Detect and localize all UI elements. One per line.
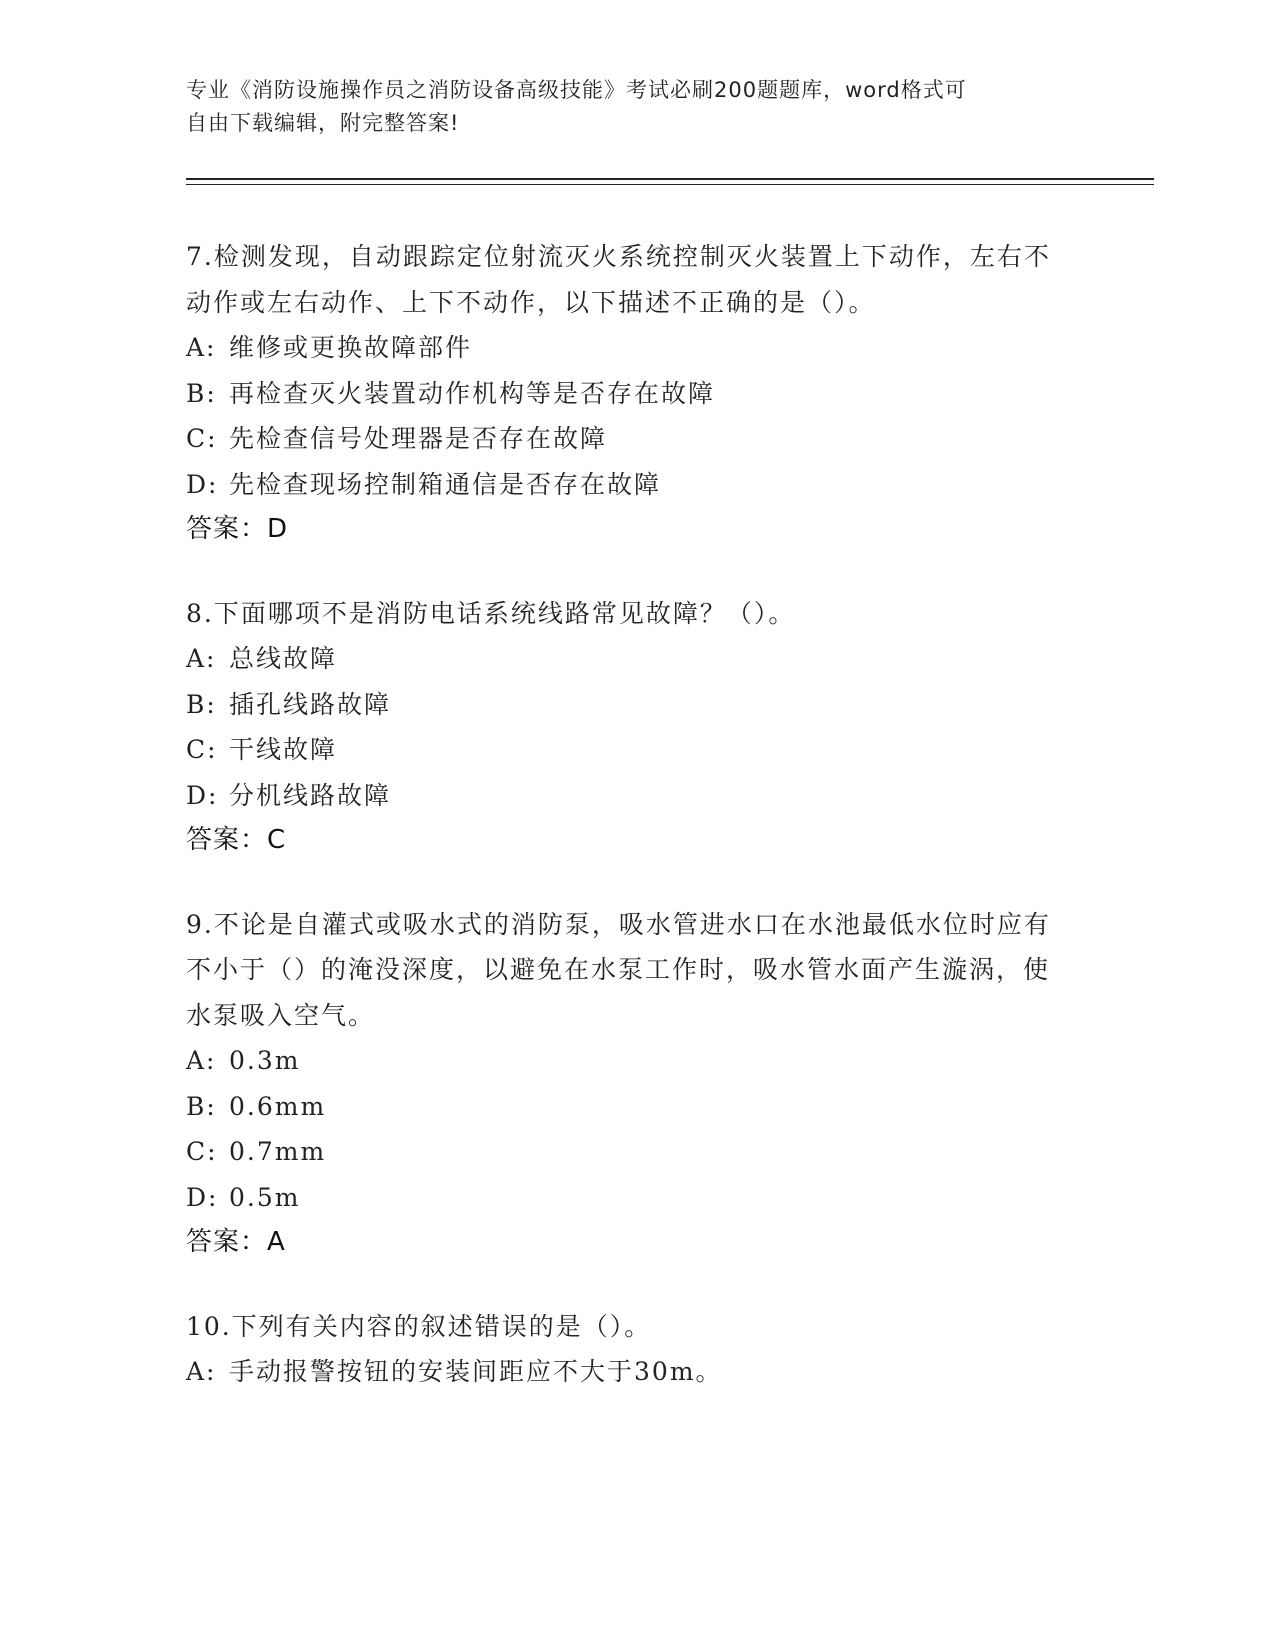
option-d xyxy=(186,1175,1066,1221)
option-letter: D: xyxy=(186,780,219,810)
header-line-2: 自由下载编辑，附完整答案! xyxy=(186,111,460,135)
option-b xyxy=(186,1084,1066,1130)
question-8 xyxy=(186,591,1066,864)
option-text: 干线故障 xyxy=(229,735,338,764)
option-letter: C: xyxy=(186,735,218,764)
option-letter: B: xyxy=(186,689,217,719)
option-text: 手动报警按钮的安装间距应不大于30m。 xyxy=(229,1357,723,1386)
header-divider-thin xyxy=(186,184,1154,185)
option-a xyxy=(186,1038,1066,1084)
answer-line: 答案：D xyxy=(186,514,289,544)
answer-line: 答案：C xyxy=(186,825,287,855)
option-a xyxy=(186,636,1066,682)
option-letter: B: xyxy=(186,378,217,408)
answer-line: 答案：A xyxy=(186,1227,286,1257)
option-b xyxy=(186,682,1066,728)
option-d xyxy=(186,462,1066,508)
option-text: 0.5m xyxy=(229,1182,301,1212)
question-text: 8.下面哪项不是消防电话系统线路常见故障？（）。 xyxy=(186,598,796,628)
header-line-1: 专业《消防设施操作员之消防设备高级技能》考试必刷200题题库，word格式可 xyxy=(186,78,967,102)
option-letter: A: xyxy=(186,644,217,673)
question-9 xyxy=(186,902,1066,1266)
option-b xyxy=(186,371,1066,417)
option-c xyxy=(186,416,1066,462)
option-text: 分机线路故障 xyxy=(229,780,392,810)
option-a xyxy=(186,1349,1066,1395)
option-text: 0.7mm xyxy=(229,1137,327,1166)
option-letter: A: xyxy=(186,1357,217,1386)
option-text: 0.6mm xyxy=(229,1091,327,1121)
option-letter: C: xyxy=(186,424,218,453)
option-text: 总线故障 xyxy=(229,644,338,673)
option-letter: A: xyxy=(186,333,217,362)
option-text: 插孔线路故障 xyxy=(229,689,392,719)
header-divider-thick xyxy=(186,178,1154,180)
option-text: 再检查灭火装置动作机构等是否存在故障 xyxy=(229,378,716,408)
question-text: 10.下列有关内容的叙述错误的是（）。 xyxy=(186,1311,652,1341)
option-text: 先检查信号处理器是否存在故障 xyxy=(229,424,608,453)
option-d xyxy=(186,773,1066,819)
option-a xyxy=(186,325,1066,371)
option-letter: A: xyxy=(186,1046,217,1075)
option-c xyxy=(186,1129,1066,1175)
document-header xyxy=(186,74,1066,140)
question-7 xyxy=(186,234,1066,553)
option-letter: D: xyxy=(186,469,219,499)
option-text: 0.3m xyxy=(229,1046,301,1075)
question-text: 7.检测发现，自动跟踪定位射流灭火系统控制灭火装置上下动作，左右不动作或左右动作、上下不动作，以下描述不正确的是（）。 xyxy=(186,242,1051,317)
question-10 xyxy=(186,1304,1066,1395)
option-letter: D: xyxy=(186,1182,219,1212)
option-text: 维修或更换故障部件 xyxy=(229,333,473,362)
option-c xyxy=(186,727,1066,773)
question-list xyxy=(186,234,1066,1433)
option-letter: C: xyxy=(186,1137,218,1166)
question-text: 9.不论是自灌式或吸水式的消防泵，吸水管进水口在水池最低水位时应有不小于（）的淹没深度，以避免在水泵工作时，吸水管水面产生漩涡，使水泵吸入空气。 xyxy=(186,909,1051,1030)
option-letter: B: xyxy=(186,1091,217,1121)
option-text: 先检查现场控制箱通信是否存在故障 xyxy=(229,469,662,499)
